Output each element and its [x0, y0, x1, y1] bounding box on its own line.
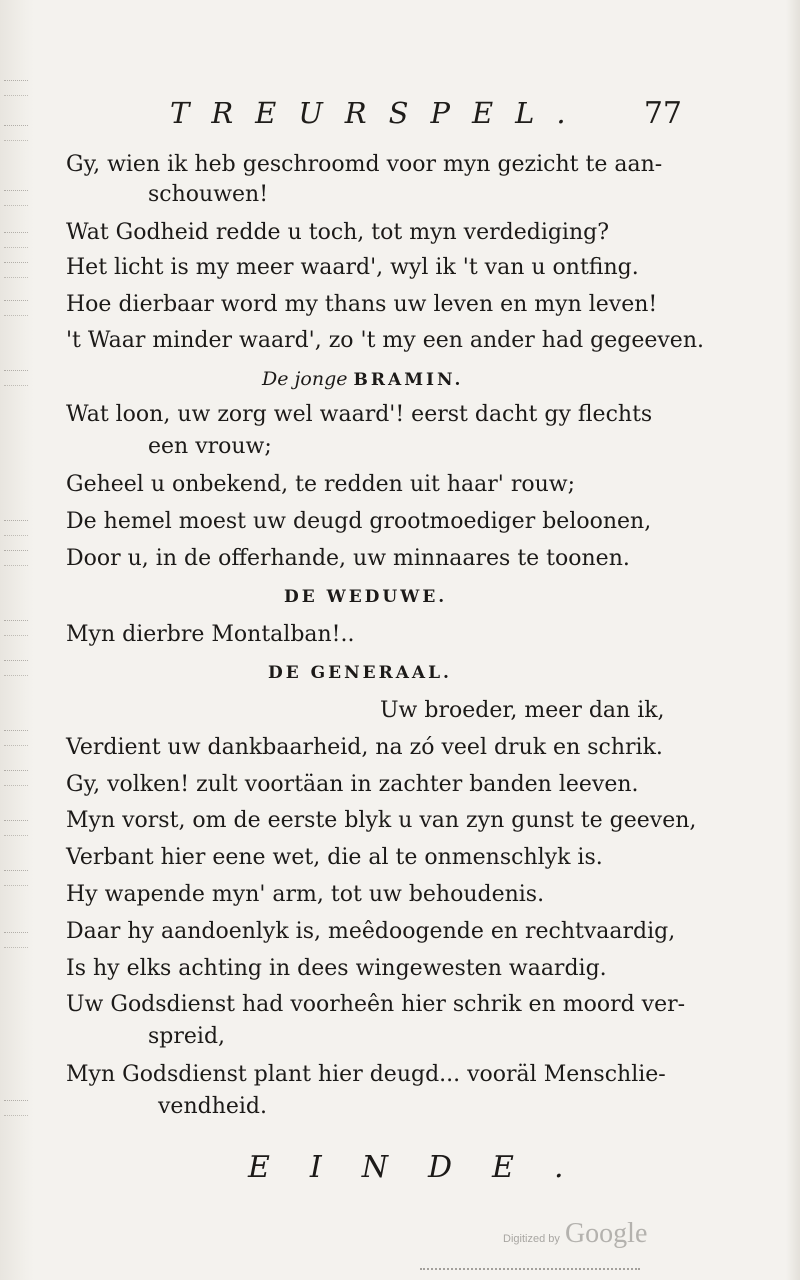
gutter-bleed-mark [4, 660, 28, 676]
verse-line: vendheid. [158, 1094, 268, 1119]
speaker-name: DE WEDUWE. [284, 587, 448, 607]
gutter-bleed-mark [4, 370, 28, 386]
gutter-bleed-mark [4, 932, 28, 948]
page-number: 77 [643, 96, 682, 131]
gutter-bleed-mark [4, 770, 28, 786]
bottom-edge-marks [420, 1268, 640, 1273]
watermark-brand-logo: Google [564, 1218, 648, 1249]
speaker-label [268, 660, 452, 686]
verse-line: Hy wapende myn' arm, tot uw behoudenis. [66, 882, 545, 907]
verse-line: Gy, volken! zult voortäan in zachter banden leeven. [66, 772, 639, 797]
gutter-bleed-mark [4, 300, 28, 316]
speaker-name: DE GENERAAL. [268, 663, 452, 683]
gutter-bleed-mark [4, 80, 28, 96]
verse-line: Wat Godheid redde u toch, tot myn verdediging? [66, 220, 610, 245]
verse-line: schouwen! [148, 182, 269, 207]
gutter-bleed-mark [4, 620, 28, 636]
gutter-bleed-mark [4, 520, 28, 536]
gutter-bleed-mark [4, 232, 28, 248]
speaker-name: BRAMIN. [353, 370, 464, 390]
verse-line: Gy, wien ik heb geschroomd voor myn gezicht te aan- [66, 152, 663, 177]
verse-line: Is hy elks achting in dees wingewesten waardig. [66, 956, 607, 981]
gutter-bleed-mark [4, 262, 28, 278]
verse-line: Wat loon, uw zorg wel waard'! eerst dacht gy flechts [66, 402, 653, 427]
speaker-label [262, 366, 463, 393]
running-header [118, 96, 688, 136]
verse-line: Uw Godsdienst had voorheên hier schrik en moord ver- [66, 992, 686, 1017]
verse-line: Verdient uw dankbaarheid, na zó veel druk en schrik. [66, 735, 663, 760]
verse-line: Myn vorst, om de eerste blyk u van zyn gunst te geeven, [66, 808, 697, 833]
verse-line: Myn Godsdienst plant hier deugd... vooräl Menschlie- [66, 1062, 666, 1087]
verse-line: spreid, [148, 1024, 226, 1049]
verse-line: Het licht is my meer waard', wyl ik 't van u ontfing. [66, 255, 639, 280]
watermark-prefix: Digitized by [503, 1233, 560, 1245]
verse-line: een vrouw; [148, 434, 272, 459]
verse-line: Myn dierbre Montalban!.. [66, 622, 355, 647]
verse-line: Geheel u onbekend, te redden uit haar' rouw; [66, 472, 576, 497]
gutter-bleed-mark [4, 190, 28, 206]
verse-line: Daar hy aandoenlyk is, meêdoogende en rechtvaardig, [66, 919, 676, 944]
gutter-bleed-mark [4, 1100, 28, 1116]
verse-line: 't Waar minder waard', zo 't my een ander had gegeeven. [66, 328, 704, 353]
left-gutter [0, 0, 34, 1280]
verse-line: Verbant hier eene wet, die al te onmenschlyk is. [66, 845, 603, 870]
verse-line: Uw broeder, meer dan ik, [380, 698, 665, 723]
verse-line: Door u, in de offerhande, uw minnaares te toonen. [66, 546, 630, 571]
running-title: TREURSPEL. [170, 96, 588, 130]
speaker-role: De jonge [262, 368, 354, 390]
gutter-bleed-mark [4, 125, 28, 141]
digitized-watermark [503, 1218, 647, 1250]
speaker-label [284, 584, 447, 610]
gutter-bleed-mark [4, 730, 28, 746]
right-page-edge [786, 0, 800, 1280]
verse-line: Hoe dierbaar word my thans uw leven en myn leven! [66, 292, 658, 317]
gutter-bleed-mark [4, 820, 28, 836]
end-marker: EINDE. [248, 1150, 604, 1185]
gutter-bleed-mark [4, 870, 28, 886]
verse-line: De hemel moest uw deugd grootmoediger beloonen, [66, 509, 652, 534]
gutter-bleed-mark [4, 550, 28, 566]
